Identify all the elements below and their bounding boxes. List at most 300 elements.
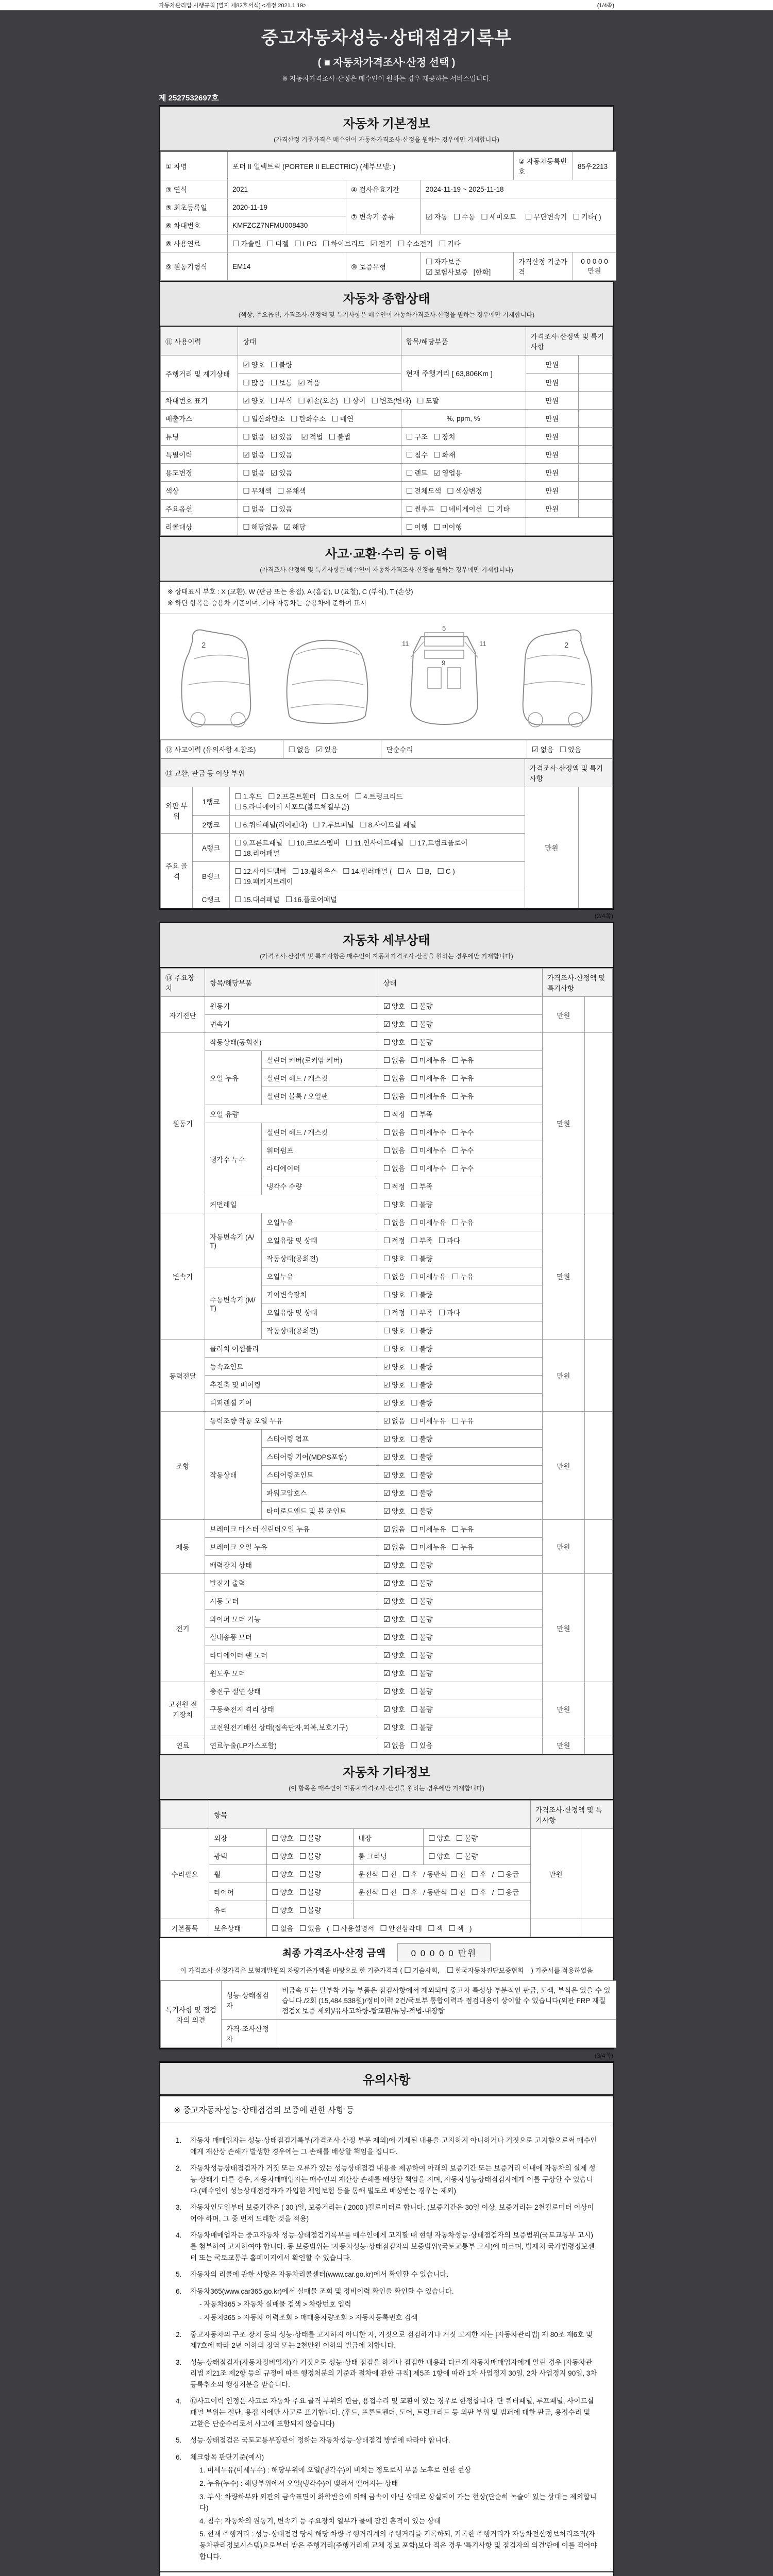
- checked-checkbox-icon: ☑: [383, 1633, 390, 1642]
- checkbox-option[interactable]: [411, 1379, 433, 1389]
- unchecked-checkbox-icon: ☐: [243, 523, 250, 532]
- page-3-box: [159, 2061, 614, 2576]
- checkbox-option[interactable]: [383, 1397, 405, 1408]
- checkbox-option[interactable]: [411, 1469, 433, 1480]
- checkbox-option[interactable]: [411, 1019, 433, 1029]
- checkbox-option[interactable]: [268, 791, 316, 801]
- checked-checkbox-icon: ☑: [383, 1489, 390, 1498]
- final-price-value: 0 0 0 0 0 만원: [397, 1943, 491, 1961]
- checkbox-option[interactable]: [411, 1163, 446, 1173]
- checkbox-option[interactable]: [406, 485, 442, 496]
- checkbox-label: 누유: [460, 1273, 474, 1281]
- checkbox-label: 보험사보증: [434, 268, 468, 276]
- checkbox-option[interactable]: [452, 1163, 474, 1173]
- unchecked-checkbox-icon: ☐: [234, 895, 242, 905]
- checkbox-option[interactable]: [398, 238, 433, 248]
- unchecked-checkbox-icon: ☐: [559, 745, 566, 755]
- checkbox-label: 불량: [419, 1706, 433, 1714]
- checkbox-option[interactable]: [383, 1163, 405, 1173]
- checkbox-option[interactable]: [471, 1887, 486, 1897]
- checkbox-option[interactable]: [411, 1686, 433, 1696]
- unchecked-checkbox-icon: ☐: [270, 451, 278, 460]
- checkbox-option[interactable]: [285, 894, 337, 904]
- checkbox-option[interactable]: [426, 256, 461, 266]
- unchecked-checkbox-icon: ☐: [481, 212, 488, 222]
- checkbox-option[interactable]: [398, 867, 411, 876]
- checkbox-option[interactable]: [411, 1289, 433, 1299]
- checkbox-option[interactable]: [406, 431, 428, 442]
- table-cell: [378, 1718, 542, 1736]
- checkbox-option[interactable]: [426, 211, 448, 222]
- checkbox-option[interactable]: [573, 211, 601, 222]
- notice-item-number: 4.: [176, 2231, 182, 2240]
- checkbox-label: 후: [411, 1871, 418, 1879]
- checkbox-option[interactable]: [525, 211, 567, 222]
- unchecked-checkbox-icon: ☐: [411, 1579, 418, 1588]
- checkbox-option[interactable]: [411, 1415, 446, 1426]
- checkbox-option[interactable]: [243, 521, 278, 532]
- checkbox-label: 탄화수소: [299, 415, 326, 423]
- checkbox-option[interactable]: [450, 1869, 466, 1879]
- checkbox-option[interactable]: [428, 1851, 450, 1861]
- table-cell: [238, 355, 401, 374]
- unchecked-checkbox-icon: ☐: [299, 1852, 306, 1861]
- checkbox-option[interactable]: [383, 1379, 405, 1389]
- checkbox-option[interactable]: [299, 1869, 322, 1879]
- table-cell: [378, 1646, 542, 1664]
- checkbox-option[interactable]: [272, 1869, 294, 1879]
- checkbox-label: 양호: [391, 1616, 406, 1624]
- checkbox-option[interactable]: [406, 503, 435, 514]
- checkbox-option[interactable]: [402, 1869, 418, 1879]
- checkbox-option[interactable]: [411, 1632, 433, 1642]
- checkbox-option[interactable]: [383, 1181, 405, 1191]
- unchecked-checkbox-icon: ☐: [471, 1888, 478, 1897]
- checkbox-option[interactable]: [243, 377, 265, 387]
- checkbox-option[interactable]: [433, 431, 456, 442]
- checkbox-option[interactable]: [272, 1833, 294, 1843]
- checkbox-option[interactable]: [346, 837, 404, 848]
- checkbox-label: 없음: [391, 1526, 406, 1534]
- checkbox-option[interactable]: [411, 1217, 446, 1227]
- checkbox-option[interactable]: [383, 1596, 405, 1606]
- checkbox-option[interactable]: [383, 1433, 405, 1444]
- table-cell: 색상: [161, 482, 238, 500]
- checkbox-option[interactable]: ☐ 기술사회,: [404, 1966, 440, 1975]
- checkbox-option[interactable]: [294, 239, 316, 248]
- checkbox-option[interactable]: [331, 413, 354, 423]
- checkbox-label: 1.후드: [243, 793, 262, 801]
- checkbox-label: 4.트렁크리드: [363, 793, 403, 801]
- checkbox-option[interactable]: [313, 819, 354, 829]
- checkbox-label: 없음: [391, 1417, 406, 1426]
- checkbox-option[interactable]: [344, 395, 366, 405]
- unchecked-checkbox-icon: ☐: [451, 1543, 459, 1552]
- checkbox-option[interactable]: [243, 413, 285, 423]
- checkbox-label: 유채색: [285, 487, 306, 495]
- unchecked-checkbox-icon: ☐: [402, 1888, 410, 1897]
- checkbox-option[interactable]: [383, 1451, 405, 1462]
- table-cell: [378, 1051, 542, 1069]
- checkbox-option[interactable]: [411, 1505, 433, 1516]
- checkbox-option[interactable]: [383, 1073, 405, 1083]
- unchecked-checkbox-icon: ☐: [450, 1888, 458, 1897]
- checkbox-option[interactable]: [439, 1307, 461, 1317]
- checkbox-option[interactable]: [411, 1325, 433, 1335]
- checkbox-option[interactable]: [383, 1668, 405, 1678]
- table-cell: [378, 1231, 542, 1249]
- checkbox-option[interactable]: [411, 1055, 446, 1065]
- checkbox-option[interactable]: [471, 1869, 486, 1879]
- checkbox-option[interactable]: [383, 1560, 405, 1570]
- checkbox-option[interactable]: [232, 238, 261, 248]
- unchecked-checkbox-icon: ☐: [411, 1417, 418, 1426]
- checkbox-option[interactable]: [380, 1923, 422, 1933]
- checkbox-option[interactable]: [299, 1887, 322, 1897]
- checkbox-option[interactable]: [381, 1869, 397, 1879]
- checkbox-option[interactable]: [271, 395, 293, 405]
- table-cell: 동력조향 작동 오일 누유: [205, 1412, 378, 1430]
- checkbox-option[interactable]: [452, 1217, 474, 1227]
- unchecked-checkbox-icon: ☐: [234, 803, 242, 812]
- checkbox-option[interactable]: [411, 1235, 433, 1245]
- unchecked-checkbox-icon: ☐: [272, 1834, 279, 1843]
- checkbox-option[interactable]: [402, 1887, 418, 1897]
- table-cell: [578, 355, 612, 374]
- checkbox-option[interactable]: [411, 1271, 446, 1281]
- checkbox-option[interactable]: [411, 1145, 446, 1155]
- checkbox-option[interactable]: [433, 521, 462, 532]
- unchecked-checkbox-icon: ☐: [243, 505, 250, 514]
- checkbox-label: B,: [425, 868, 432, 876]
- table-cell: [378, 1430, 542, 1448]
- checkbox-label: 구조: [414, 433, 428, 441]
- checkbox-option[interactable]: [383, 1127, 405, 1137]
- checkbox-label: 불법: [337, 433, 351, 441]
- checkbox-option[interactable]: [383, 1289, 405, 1299]
- table-row: [161, 1736, 613, 1754]
- checkbox-option[interactable]: [267, 238, 289, 248]
- checkbox-option[interactable]: [234, 791, 262, 801]
- checkbox-option[interactable]: [411, 1433, 433, 1444]
- checkbox-option[interactable]: [452, 1055, 474, 1065]
- checkbox-option[interactable]: [234, 848, 279, 858]
- checkbox-option[interactable]: [411, 1451, 433, 1462]
- checkbox-option[interactable]: [411, 1578, 433, 1588]
- unchecked-checkbox-icon: ☐: [448, 1924, 456, 1934]
- checkbox-option[interactable]: [360, 819, 416, 829]
- checkbox-option[interactable]: [411, 1650, 433, 1660]
- checkbox-option[interactable]: [437, 867, 455, 876]
- checkbox-label: 렌트: [414, 469, 428, 477]
- notice-item: [176, 2329, 597, 2351]
- checkbox-option[interactable]: [383, 1614, 405, 1624]
- checkbox-option[interactable]: [411, 1361, 433, 1371]
- checkbox-option[interactable]: [411, 1253, 433, 1263]
- checkbox-option[interactable]: [298, 377, 320, 387]
- checkbox-option[interactable]: [383, 1361, 405, 1371]
- checkbox-option[interactable]: [299, 1923, 322, 1933]
- checkbox-option[interactable]: [433, 467, 462, 478]
- checkbox-option[interactable]: ☐ 한국자동차진단보증협회: [446, 1966, 524, 1975]
- table-cell: 추진축 및 베어링: [205, 1376, 378, 1394]
- checkbox-option[interactable]: [411, 1487, 433, 1498]
- checkbox-option[interactable]: [406, 467, 428, 478]
- table-cell: [354, 1901, 531, 1919]
- checkbox-option[interactable]: [284, 521, 306, 532]
- checkbox-option[interactable]: [383, 1469, 405, 1480]
- checkbox-option[interactable]: [411, 1073, 446, 1083]
- checkbox-option[interactable]: [288, 837, 340, 848]
- checkbox-option[interactable]: [452, 1073, 474, 1083]
- checkbox-option[interactable]: [411, 1091, 446, 1101]
- checkbox-option[interactable]: [411, 1037, 433, 1047]
- checkbox-option[interactable]: [532, 744, 554, 754]
- checkbox-option[interactable]: [234, 894, 279, 904]
- checkbox-option[interactable]: [381, 1887, 397, 1897]
- diagram-number: 9: [441, 659, 445, 667]
- checkbox-option[interactable]: [383, 1505, 405, 1516]
- diagram-number: 2: [201, 640, 206, 650]
- checkbox-option[interactable]: [450, 1887, 466, 1897]
- checkbox-option[interactable]: [383, 1217, 405, 1227]
- table-cell: 변속기: [205, 1015, 378, 1033]
- unchecked-checkbox-icon: ☐: [383, 1345, 390, 1354]
- checkbox-option[interactable]: [243, 431, 265, 442]
- table-cell: [238, 392, 526, 410]
- section-other-subtitle: (이 항목은 매수인이 자동차가격조사·산정을 원하는 경우에만 기재합니다): [289, 1785, 484, 1792]
- checkbox-option[interactable]: [355, 791, 403, 801]
- document-number: 제 2527532697호: [159, 94, 219, 103]
- checkbox-option[interactable]: [383, 1325, 405, 1335]
- checkbox-option[interactable]: [452, 1271, 474, 1281]
- checkbox-option[interactable]: [272, 1851, 294, 1861]
- checkbox-option[interactable]: [417, 395, 439, 405]
- checkbox-option[interactable]: [332, 1923, 375, 1933]
- checkbox-option[interactable]: [453, 211, 476, 222]
- checkbox-option[interactable]: [428, 1923, 443, 1933]
- checkbox-option[interactable]: [411, 1307, 433, 1317]
- checkbox-option[interactable]: [271, 449, 293, 460]
- table-cell: 파워고압호스: [262, 1484, 378, 1502]
- checkbox-option[interactable]: [411, 1181, 433, 1191]
- checkbox-option[interactable]: [383, 1145, 405, 1155]
- checkbox-option[interactable]: [234, 866, 286, 876]
- unchecked-checkbox-icon: ☐: [272, 1906, 279, 1916]
- table-cell: [230, 834, 525, 862]
- table-cell: [531, 1919, 581, 1937]
- unchecked-checkbox-icon: ☐: [243, 415, 250, 423]
- checkbox-option[interactable]: [234, 837, 282, 848]
- checkbox-option[interactable]: [343, 866, 392, 876]
- checkbox-option[interactable]: [497, 1869, 519, 1879]
- checkbox-option[interactable]: [411, 1523, 446, 1534]
- checkbox-option[interactable]: [383, 1001, 405, 1011]
- checkbox-label: 누유: [460, 1526, 474, 1534]
- checkbox-option[interactable]: [416, 867, 431, 876]
- checkbox-option[interactable]: [433, 449, 456, 460]
- checkbox-option[interactable]: [383, 1740, 405, 1750]
- checkbox-option[interactable]: [439, 1235, 461, 1245]
- checkbox-option[interactable]: [272, 1923, 294, 1933]
- checkbox-option[interactable]: [383, 1307, 405, 1317]
- checkbox-option[interactable]: [383, 1091, 405, 1101]
- checkbox-option[interactable]: [452, 1523, 474, 1534]
- checkbox-option[interactable]: [406, 449, 428, 460]
- checkbox-option[interactable]: [488, 503, 510, 514]
- checkbox-option[interactable]: [411, 1001, 433, 1011]
- checkbox-option[interactable]: [291, 413, 326, 423]
- checkbox-option[interactable]: [448, 1923, 464, 1933]
- checked-checkbox-icon: ☑: [383, 1561, 390, 1570]
- checkbox-option[interactable]: [383, 1037, 405, 1047]
- checkbox-option[interactable]: [322, 791, 349, 801]
- checkbox-option[interactable]: [272, 1905, 294, 1915]
- checkbox-option[interactable]: [411, 1127, 446, 1137]
- checkbox-option[interactable]: [299, 1905, 322, 1915]
- unchecked-checkbox-icon: ☐: [383, 1056, 390, 1065]
- checkbox-option[interactable]: [271, 503, 293, 514]
- checkbox-option[interactable]: [428, 1833, 450, 1843]
- checkbox-label: 양호: [391, 1345, 406, 1353]
- checkbox-option[interactable]: [439, 238, 461, 248]
- checkbox-option[interactable]: [271, 377, 293, 387]
- checkbox-option[interactable]: [456, 1833, 478, 1843]
- checkbox-option[interactable]: [406, 521, 428, 532]
- checkbox-option[interactable]: [497, 1887, 519, 1897]
- checkbox-option[interactable]: [440, 503, 482, 514]
- checkbox-option[interactable]: [481, 211, 516, 222]
- checkbox-option[interactable]: [426, 266, 468, 277]
- checked-checkbox-icon: ☑: [383, 1417, 390, 1426]
- checkbox-option[interactable]: [411, 1541, 446, 1552]
- checkbox-option[interactable]: [411, 1614, 433, 1624]
- checkbox-option[interactable]: [371, 395, 411, 405]
- checkbox-option[interactable]: [234, 876, 293, 886]
- checkbox-option[interactable]: [452, 1145, 474, 1155]
- checkbox-option[interactable]: [383, 1541, 405, 1552]
- checkbox-label: 양호: [391, 1562, 406, 1570]
- checkbox-option[interactable]: [559, 744, 581, 754]
- checkbox-label: 수동: [462, 213, 476, 221]
- checkbox-option[interactable]: [234, 819, 307, 829]
- checkbox-option[interactable]: [329, 431, 351, 442]
- checkbox-label: 불량: [308, 1907, 322, 1915]
- checkbox-option[interactable]: [292, 866, 337, 876]
- checkbox-option[interactable]: [383, 1487, 405, 1498]
- checkbox-option[interactable]: [243, 359, 265, 369]
- checkbox-option[interactable]: [370, 238, 392, 248]
- checkbox-option[interactable]: [288, 744, 310, 754]
- unchecked-checkbox-icon: ☐: [411, 1146, 418, 1156]
- checkbox-option[interactable]: [383, 1650, 405, 1660]
- checkbox-option[interactable]: [234, 801, 349, 811]
- table-cell: 연료: [161, 1736, 205, 1754]
- checkbox-option[interactable]: [271, 359, 293, 369]
- checkbox-option[interactable]: [383, 1578, 405, 1588]
- checkbox-option[interactable]: [411, 1668, 433, 1678]
- checkbox-option[interactable]: [383, 1271, 405, 1281]
- checkbox-option[interactable]: [316, 744, 338, 754]
- checkbox-option[interactable]: [409, 837, 467, 848]
- checkbox-option[interactable]: [452, 1127, 474, 1137]
- checkbox-option[interactable]: [271, 467, 293, 478]
- unchecked-checkbox-icon: ☐: [411, 1705, 418, 1715]
- checkbox-label: 누유: [460, 1417, 474, 1426]
- checkbox-label: 양호: [391, 1039, 406, 1047]
- checkbox-option[interactable]: [411, 1704, 433, 1714]
- checkbox-option[interactable]: [452, 1541, 474, 1552]
- checkbox-option[interactable]: [299, 1833, 322, 1843]
- unchecked-checkbox-icon: ☐: [406, 451, 413, 460]
- checkbox-option[interactable]: [383, 1722, 405, 1732]
- checkbox-option[interactable]: [452, 1415, 474, 1426]
- checkbox-option[interactable]: [411, 1596, 433, 1606]
- checkbox-option[interactable]: [383, 1019, 405, 1029]
- checkbox-option[interactable]: [383, 1343, 405, 1353]
- checkbox-option[interactable]: [383, 1055, 405, 1065]
- checkbox-option[interactable]: [298, 395, 338, 405]
- checkbox-option[interactable]: [411, 1343, 433, 1353]
- checkbox-option[interactable]: [272, 1887, 294, 1897]
- checkbox-option[interactable]: [271, 431, 293, 442]
- unchecked-checkbox-icon: ☐: [451, 1525, 459, 1534]
- checkbox-option[interactable]: [411, 1722, 433, 1732]
- checkbox-option[interactable]: [383, 1235, 405, 1245]
- unchecked-checkbox-icon: ☐: [433, 451, 441, 460]
- checkbox-option[interactable]: [323, 238, 365, 248]
- checkbox-option[interactable]: [243, 467, 265, 478]
- checkbox-option[interactable]: [243, 503, 265, 514]
- checkbox-label: 미세누유: [419, 1075, 446, 1083]
- checkbox-option[interactable]: [383, 1253, 405, 1263]
- unchecked-checkbox-icon: ☐: [411, 1363, 418, 1372]
- checkbox-option[interactable]: [383, 1415, 405, 1426]
- checkbox-option[interactable]: [383, 1523, 405, 1534]
- checkbox-option[interactable]: [243, 485, 272, 496]
- checkbox-label: 불량: [419, 1255, 433, 1263]
- checkbox-option[interactable]: [383, 1686, 405, 1696]
- detail-state-table: [160, 968, 613, 1754]
- checkbox-option[interactable]: [301, 431, 323, 442]
- checkbox-option[interactable]: [411, 1109, 433, 1119]
- checkbox-option[interactable]: [411, 1199, 433, 1209]
- table-cell: 시동 모터: [205, 1592, 378, 1610]
- checkbox-label: 불량: [419, 1003, 433, 1011]
- checkbox-label: 없음: [251, 433, 265, 441]
- checkbox-option[interactable]: [383, 1632, 405, 1642]
- unchecked-checkbox-icon: ☐: [439, 240, 446, 248]
- checkbox-option[interactable]: [411, 1740, 433, 1750]
- checkbox-option[interactable]: [456, 1851, 478, 1861]
- checkbox-option[interactable]: [383, 1704, 405, 1714]
- table-cell: ☐ 자가보증☑ 보험사보증 [한화]: [421, 252, 514, 281]
- checkbox-option[interactable]: [277, 485, 306, 496]
- unchecked-checkbox-icon: ☐: [428, 1852, 435, 1861]
- table-cell: [378, 1159, 542, 1177]
- checkbox-option[interactable]: [452, 1091, 474, 1101]
- checkbox-option[interactable]: [383, 1109, 405, 1119]
- column-header: ⑭ 주요장치: [161, 969, 205, 997]
- checkbox-option[interactable]: [411, 1560, 433, 1570]
- checkbox-option[interactable]: [383, 1199, 405, 1209]
- checkbox-option[interactable]: [447, 485, 482, 496]
- checkbox-option[interactable]: [299, 1851, 322, 1861]
- unchecked-checkbox-icon: ☐: [332, 1924, 340, 1934]
- checkbox-option[interactable]: [243, 395, 265, 405]
- checkbox-option[interactable]: [411, 1397, 433, 1408]
- checkbox-option[interactable]: [243, 449, 265, 460]
